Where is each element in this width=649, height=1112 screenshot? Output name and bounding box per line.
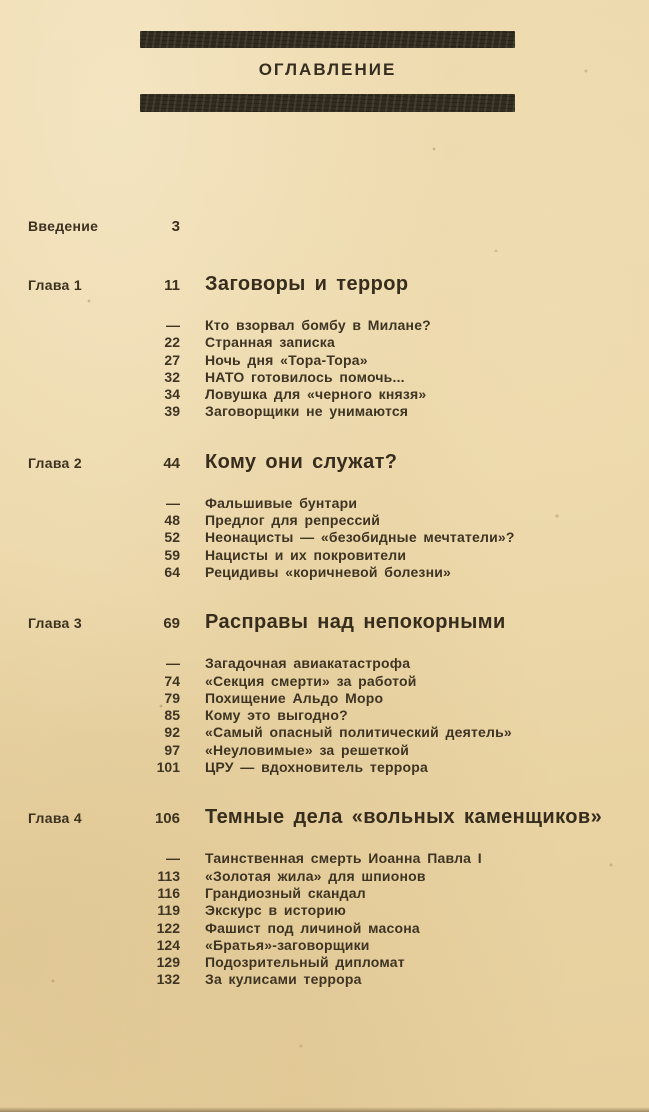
toc-item-row	[0, 673, 649, 690]
chapter-section	[0, 450, 649, 581]
chapter-label: Глава 1	[28, 277, 82, 293]
item-page-number: 59	[164, 546, 180, 563]
chapter-title: Кому они служат?	[205, 450, 398, 473]
item-page-number: 124	[156, 936, 180, 953]
item-page-number: 113	[157, 867, 180, 884]
toc-item-row	[0, 868, 649, 885]
toc-item-row	[0, 564, 649, 581]
item-page-number: 92	[164, 724, 180, 741]
chapter-page-number: 69	[163, 615, 180, 633]
item-page-number: 64	[164, 563, 180, 580]
item-title: Фашист под личиной масона	[205, 919, 420, 936]
intro-label: Введение	[28, 218, 99, 234]
chapter-page-number: 11	[164, 277, 180, 294]
item-title: Загадочная авиакатастрофа	[205, 655, 411, 672]
item-title: НАТО готовилось помочь...	[205, 368, 405, 385]
page-bottom-shadow	[0, 1107, 649, 1112]
item-title: Странная записка	[205, 334, 335, 351]
item-page-number: 97	[164, 741, 180, 758]
item-page-number: —	[166, 494, 180, 511]
item-page-number: —	[166, 850, 180, 867]
toc-list	[0, 210, 649, 989]
toc-item-row	[0, 547, 649, 564]
item-title: ЦРУ — вдохновитель террора	[205, 759, 428, 776]
item-title: «Самый опасный политический деятель»	[205, 724, 512, 741]
item-page-number: —	[166, 317, 180, 333]
chapters-container	[0, 272, 649, 989]
chapter-title: Заговоры и террор	[205, 273, 409, 295]
paper-speckles	[0, 0, 2, 2]
item-page-number: 34	[164, 386, 180, 403]
chapter-section	[0, 805, 649, 988]
item-page-number: 79	[164, 689, 180, 706]
chapter-heading-row	[0, 610, 649, 636]
item-page-number: 129	[156, 954, 180, 971]
chapter-heading-row	[0, 450, 649, 476]
toc-item-row	[0, 403, 649, 420]
chapter-label: Глава 4	[28, 810, 82, 827]
item-title: Ночь дня «Тора-Тора»	[205, 351, 368, 368]
toc-item-row	[0, 369, 649, 386]
chapter-label: Глава 3	[28, 615, 82, 632]
item-page-number: 48	[164, 512, 180, 529]
chapter-section	[0, 272, 649, 421]
toc-item-row	[0, 317, 649, 334]
toc-item-row	[0, 850, 649, 867]
item-title: Фальшивые бунтари	[205, 494, 358, 511]
toc-item-row	[0, 742, 649, 759]
chapter-items	[0, 317, 649, 421]
item-page-number: 85	[164, 707, 180, 724]
item-page-number: —	[166, 655, 180, 672]
chapter-title: Темные дела «вольных каменщиков»	[205, 806, 603, 829]
toc-item-row	[0, 655, 649, 672]
chapter-heading-row	[0, 805, 649, 831]
item-title: Рецидивы «коричневой болезни»	[205, 563, 452, 580]
top-rule	[140, 31, 515, 48]
item-page-number: 101	[156, 759, 180, 776]
toc-item-row	[0, 386, 649, 403]
item-page-number: 52	[164, 529, 180, 546]
item-title: Похищение Альдо Моро	[205, 689, 384, 706]
item-title: Экскурс в историю	[205, 902, 347, 919]
bottom-rule	[140, 94, 515, 112]
toc-item-row	[0, 690, 649, 707]
chapter-heading-row	[0, 272, 649, 298]
chapter-items	[0, 655, 649, 776]
item-title: Кому это выгодно?	[205, 707, 348, 724]
item-page-number: 122	[156, 919, 180, 936]
toc-item-row	[0, 352, 649, 369]
item-page-number: 132	[156, 971, 180, 988]
item-title: Подозрительный дипломат	[205, 954, 405, 971]
toc-item-row	[0, 495, 649, 512]
item-page-number: 27	[164, 351, 180, 368]
toc-item-row	[0, 759, 649, 776]
item-title: Нацисты и их покровители	[205, 546, 407, 563]
toc-item-row	[0, 724, 649, 741]
item-title: Кто взорвал бомбу в Милане?	[205, 317, 431, 333]
chapter-title: Расправы над непокорными	[205, 611, 506, 634]
item-page-number: 119	[157, 902, 180, 919]
item-title: Заговорщики не унимаются	[205, 403, 409, 420]
item-page-number: 116	[157, 884, 180, 901]
item-title: Неонацисты — «безобидные мечтатели»?	[205, 529, 515, 546]
toc-item-row	[0, 954, 649, 971]
toc-item-row	[0, 334, 649, 351]
intro-page-number: 3	[171, 218, 180, 235]
chapter-label: Глава 2	[28, 454, 82, 471]
item-page-number: 39	[164, 403, 180, 420]
toc-item-row	[0, 512, 649, 529]
toc-item-row	[0, 529, 649, 546]
chapter-page-number: 44	[163, 454, 180, 472]
item-page-number: 74	[164, 672, 180, 689]
item-page-number: 32	[164, 368, 180, 385]
item-title: «Неуловимые» за решеткой	[205, 741, 410, 758]
item-title: Предлог для репрессий	[205, 512, 381, 529]
item-title: Таинственная смерть Иоанна Павла I	[205, 850, 482, 867]
chapter-items	[0, 850, 649, 988]
item-title: Ловушка для «черного князя»	[205, 386, 427, 403]
item-title: Грандиозный скандал	[205, 884, 366, 901]
item-title: «Секция смерти» за работой	[205, 672, 417, 689]
toc-item-row	[0, 920, 649, 937]
chapter-section	[0, 610, 649, 776]
item-title: «Братья»-заговорщики	[205, 936, 370, 953]
page-title: ОГЛАВЛЕНИЕ	[258, 60, 397, 79]
toc-item-row	[0, 937, 649, 954]
toc-item-row	[0, 902, 649, 919]
chapter-items	[0, 495, 649, 581]
item-page-number: 22	[164, 334, 180, 351]
toc-item-row	[0, 971, 649, 988]
item-title: «Золотая жила» для шпионов	[205, 867, 426, 884]
item-title: За кулисами террора	[205, 971, 362, 988]
chapter-page-number: 106	[154, 810, 180, 828]
toc-item-row	[0, 707, 649, 724]
toc-item-row	[0, 885, 649, 902]
intro-row	[0, 218, 649, 235]
